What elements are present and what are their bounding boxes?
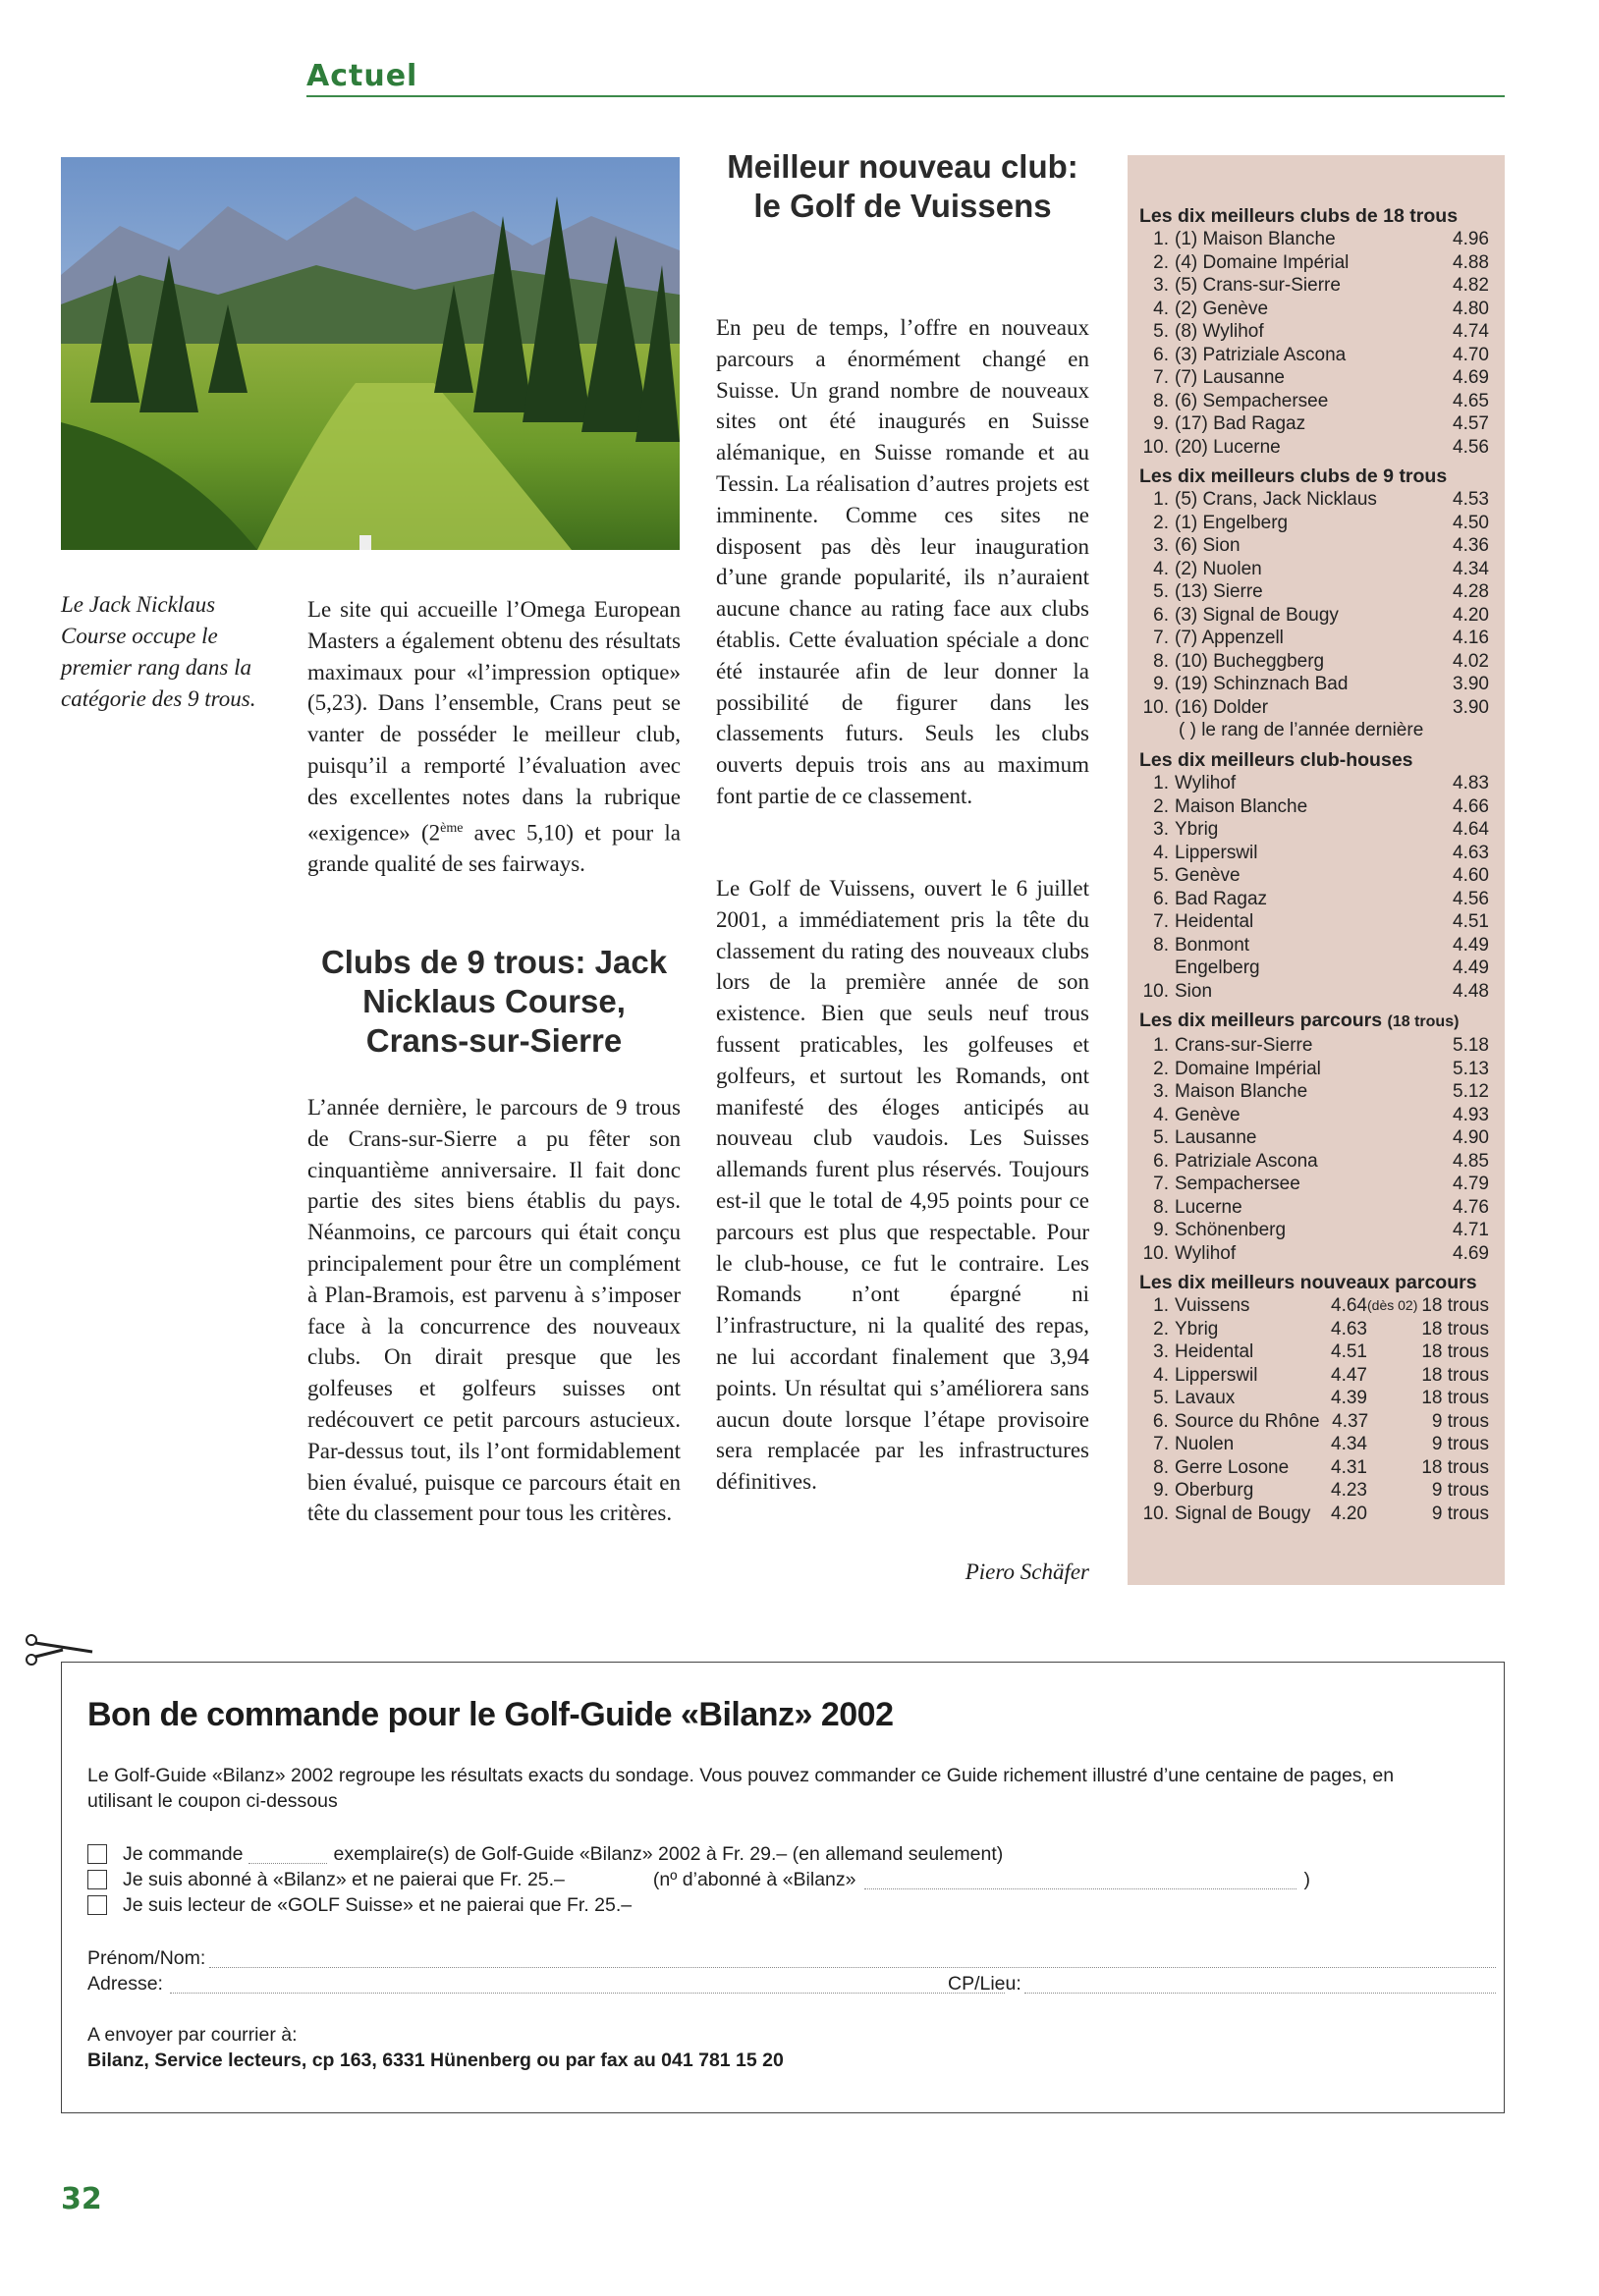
ranking-cell-t: Vuissens bbox=[1175, 1295, 1250, 1316]
ranking-cell-n: 4. bbox=[1153, 298, 1169, 319]
ranking-cell-t: (3) Patriziale Ascona bbox=[1175, 344, 1347, 365]
order-description: Le Golf-Guide «Bilanz» 2002 regroupe les résultats exacts du sondage. Vous pouvez commander ce Guide richement illustré d’une centaine de pages, en utilisant le coupon ci-dessous bbox=[87, 1765, 1395, 1812]
ranking-cell-t: (4) Domaine Impérial bbox=[1175, 251, 1350, 273]
ranking-cell-n: 2. bbox=[1153, 251, 1169, 273]
rankings-box bbox=[1128, 155, 1505, 1585]
ranking-row bbox=[1139, 1242, 1489, 1266]
ranking-cell-t: Source du Rhône bbox=[1174, 1410, 1320, 1432]
ranking-row bbox=[1139, 251, 1489, 275]
photo-caption: Le Jack Nicklaus Course occupe le premier rang dans la catégorie des 9 trous. bbox=[61, 592, 256, 711]
ranking-cell-t: Engelberg bbox=[1175, 957, 1260, 978]
ranking-cell-t: (2) Genève bbox=[1175, 298, 1269, 319]
ranking-cell-n: 7. bbox=[1153, 367, 1169, 388]
ranking-row bbox=[1139, 772, 1489, 795]
ranking-note: ( ) le rang de l’année dernière bbox=[1179, 720, 1424, 740]
ranking-row bbox=[1139, 1410, 1489, 1434]
paragraph: L’année dernière, le parcours de 9 trous de Crans-sur-Sierre a pu fêter son cinquantième anniversaire. Il fait donc partie des sites biens établis du pays. Néanmoins, ce parcours qui était conçu principalement pour être un complément à Plan-Bramois, est parvenu à s’imposer face à la concurrence des nouveaux clubs. On dirait presque que les golfeuses et golfeurs suisses ont redécouvert ce petit parcours astucieux. Par-dessus tout, ils l’ont formidablement bien évalué, puisque ce parcours était en tête du classement pour tous les critères. bbox=[307, 1095, 681, 1526]
ranking-row bbox=[1139, 1503, 1489, 1526]
header-rule bbox=[306, 95, 1505, 97]
ranking-row bbox=[1139, 627, 1489, 650]
superscript: ème bbox=[440, 820, 464, 836]
ranking-row bbox=[1139, 390, 1489, 413]
ranking-row bbox=[1139, 1364, 1489, 1388]
ranking-cell-t: (20) Lucerne bbox=[1175, 436, 1281, 458]
ranking-cell-n: 4. bbox=[1153, 558, 1169, 579]
ranking-cell-v: 4.63 bbox=[1331, 1318, 1367, 1339]
ranking-cell-tr: 18 trous bbox=[1421, 1295, 1489, 1316]
ranking-row bbox=[1139, 818, 1489, 842]
ranking-cell-n: 6. bbox=[1152, 1410, 1169, 1432]
ranking-cell-t: (7) Lausanne bbox=[1175, 367, 1285, 388]
ranking-cell-t: (7) Appenzell bbox=[1175, 628, 1284, 648]
ranking-cell-v: 4.48 bbox=[1453, 980, 1489, 1002]
ranking-row bbox=[1139, 934, 1489, 957]
ranking-title: Les dix meilleurs clubs de 18 trous bbox=[1139, 205, 1459, 227]
ranking-cell-v: 4.96 bbox=[1453, 229, 1489, 249]
ranking-row bbox=[1139, 320, 1489, 344]
ranking-cell-n: 5. bbox=[1153, 1127, 1169, 1148]
ranking-cell-t: Lipperswil bbox=[1175, 842, 1258, 863]
address-label: Adresse: bbox=[87, 1973, 163, 1995]
ranking-cell-n: 4. bbox=[1153, 842, 1169, 863]
ranking-cell-d bbox=[1367, 1433, 1418, 1456]
ranking-cell-n: 1. bbox=[1153, 1295, 1169, 1316]
ranking-cell-n: 9. bbox=[1153, 1220, 1169, 1240]
send-label: A envoyer par courrier à: bbox=[87, 2024, 298, 2046]
ranking-cell-v: 4.20 bbox=[1453, 604, 1489, 626]
ranking-cell-v: 4.79 bbox=[1453, 1174, 1489, 1194]
ranking-cell-d: (dès 02) bbox=[1367, 1297, 1418, 1313]
paragraph: Le Golf de Vuissens, ouvert le 6 juillet 2001, a immédiatement pris la tête du classement du rating des nouveaux clubs lors de la première année de son existence. Bien que seuls neuf trous fussent praticables, les golfeuses et golfeurs, et surtout les Romands, ont manifesté des éloges anticipés au nouveau club vaudois. Les Suisses allemands furent plus réservés. Toujours est-il que le total de 4,95 points pour ce parcours est plus que respectable. Pour le club-house, ce fut le contraire. Les Romands n’ont épargné ni l’infrastructure, ni la qualité des repas, ne lui accordant finalement que 3,94 points. Un résultat qui s’améliorera sans aucun doute lorsque l’étape provisoire sera remplacée par les infrastructures définitives. bbox=[716, 876, 1089, 1495]
ranking-title bbox=[1139, 1009, 1489, 1034]
ranking-cell-v: 4.88 bbox=[1453, 251, 1489, 273]
ranking-cell-n: 9. bbox=[1153, 674, 1169, 694]
address-field[interactable] bbox=[170, 1975, 1005, 1994]
ranking-title: Les dix meilleurs club-houses bbox=[1139, 749, 1413, 771]
ranking-cell-n: 3. bbox=[1153, 535, 1169, 556]
ranking-cell-t: Ybrig bbox=[1175, 1318, 1219, 1339]
ranking-cell-n: 2. bbox=[1153, 795, 1169, 817]
ranking-cell-t: (8) Wylihof bbox=[1175, 321, 1264, 342]
order-option-2 bbox=[87, 1867, 1364, 1892]
ranking-cell-v: 4.69 bbox=[1453, 1242, 1489, 1264]
golf-course-photo bbox=[61, 157, 680, 550]
ranking-cell-d bbox=[1367, 1364, 1418, 1388]
ranking-cell-t: Bonmont bbox=[1175, 934, 1250, 956]
ranking-title: Les dix meilleurs nouveaux parcours bbox=[1139, 1272, 1477, 1293]
quantity-field[interactable] bbox=[248, 1845, 327, 1864]
ranking-cell-tr: 9 trous bbox=[1431, 1480, 1489, 1501]
ranking-cell-n: 5. bbox=[1153, 865, 1169, 886]
ranking-cell-tr: 18 trous bbox=[1421, 1341, 1489, 1362]
ranking-cell-d bbox=[1367, 1340, 1418, 1364]
ranking-cell-t: Wylihof bbox=[1175, 1242, 1237, 1264]
ranking-row bbox=[1139, 298, 1489, 321]
subheading-best-new-club: Meilleur nouveau club: le Golf de Vuissens bbox=[727, 148, 1078, 224]
ranking-group-courses bbox=[1139, 1009, 1489, 1265]
ranking-row bbox=[1139, 957, 1489, 980]
paragraph-text: Le site qui accueille l’Omega European Masters a également obtenu des résultats maximaux pour «l’impression optique» (5,23). Dans l’ensemble, Crans peut se vanter de posséder le meilleur club, puisqu’il a remporté l’évaluation avec des excellentes notes dans la rubrique «exigence» (2 bbox=[307, 597, 681, 846]
ranking-cell-n: 10. bbox=[1142, 696, 1169, 718]
ranking-cell-t: Genève bbox=[1175, 1104, 1241, 1125]
ranking-cell-v: 4.83 bbox=[1453, 773, 1489, 793]
ranking-row bbox=[1139, 1034, 1489, 1058]
ranking-cell-v: 4.56 bbox=[1453, 436, 1489, 458]
ranking-cell-v: 4.63 bbox=[1453, 842, 1489, 863]
ranking-cell-n: 6. bbox=[1153, 888, 1169, 909]
ranking-cell-t: Domaine Impérial bbox=[1175, 1058, 1321, 1079]
ranking-cell-n: 8. bbox=[1153, 1456, 1169, 1478]
subheading-9-holes: Clubs de 9 trous: Jack Nicklaus Course, Crans-sur-Sierre bbox=[320, 944, 668, 1059]
ranking-cell-v: 4.02 bbox=[1453, 650, 1489, 672]
ranking-cell-v: 4.64 bbox=[1453, 819, 1489, 840]
ranking-cell-v: 4.50 bbox=[1453, 512, 1489, 533]
ranking-cell-v: 4.23 bbox=[1331, 1480, 1367, 1501]
ranking-cell-n: 10. bbox=[1142, 1242, 1169, 1264]
ranking-row bbox=[1139, 1196, 1489, 1220]
ranking-cell-v: 4.49 bbox=[1453, 957, 1489, 978]
ranking-title-small: (18 trous) bbox=[1387, 1013, 1460, 1030]
ranking-row bbox=[1139, 228, 1489, 251]
ranking-cell-n: 5. bbox=[1153, 581, 1169, 602]
ranking-row bbox=[1139, 1456, 1489, 1480]
ranking-cell-n: 3. bbox=[1153, 819, 1169, 840]
ranking-cell-v: 5.12 bbox=[1453, 1081, 1489, 1102]
ranking-row bbox=[1139, 673, 1489, 696]
ranking-cell-n: 8. bbox=[1153, 934, 1169, 956]
ranking-cell-n: 4. bbox=[1153, 1104, 1169, 1125]
article-col2-body bbox=[716, 873, 1089, 1498]
ranking-row bbox=[1139, 580, 1489, 604]
ranking-cell-v: 4.65 bbox=[1453, 390, 1489, 411]
ranking-cell-t: Ybrig bbox=[1175, 819, 1219, 840]
paragraph-text-end: avec 5,10) et pour la grande qualité de ses fairways. bbox=[307, 820, 681, 877]
ranking-row bbox=[1139, 1219, 1489, 1242]
ranking-row bbox=[1139, 436, 1489, 460]
ranking-row bbox=[1139, 696, 1489, 720]
ranking-row bbox=[1139, 1126, 1489, 1150]
paragraph: En peu de temps, l’offre en nouveaux parcours a énormément changé en Suisse. Un grand nombre de nouveaux sites ont été inaugurés en Suisse alémanique, en Suisse romande et au Tessin. La réalisation d’autres projets est imminente. Comme ces sites ne disposent pas dès leur inauguration d’une grande popularité, ils n’auraient aucune chance au rating face aux clubs établis. Cette évaluation spéciale a donc été instaurée afin de leur donner la possibilité de figurer dans les classements futurs. Seuls les clubs ouverts depuis trois ans au maximum font partie de ce classement. bbox=[716, 315, 1089, 808]
ranking-cell-v: 4.56 bbox=[1453, 888, 1489, 909]
order-form bbox=[61, 1662, 1505, 2113]
order-checkbox[interactable] bbox=[87, 1870, 107, 1889]
ranking-cell-v: 4.51 bbox=[1331, 1341, 1367, 1362]
ranking-cell-v: 4.31 bbox=[1331, 1456, 1367, 1478]
ranking-cell-n: 8. bbox=[1153, 390, 1169, 411]
ranking-cell-n: 9. bbox=[1153, 1480, 1169, 1501]
ranking-cell-v: 4.53 bbox=[1453, 489, 1489, 510]
ranking-cell-t: (1) Engelberg bbox=[1175, 512, 1289, 533]
order-option-text: ) bbox=[1303, 1869, 1310, 1890]
ranking-cell-n: 3. bbox=[1153, 275, 1169, 296]
ranking-cell-tr: 9 trous bbox=[1431, 1503, 1489, 1524]
ranking-cell-v: 4.34 bbox=[1331, 1434, 1367, 1454]
ranking-row bbox=[1139, 795, 1489, 819]
ranking-cell-v: 4.28 bbox=[1453, 581, 1489, 602]
name-field[interactable] bbox=[209, 1949, 1496, 1968]
ranking-cell-d bbox=[1368, 1410, 1419, 1434]
ranking-cell-t: Lipperswil bbox=[1175, 1364, 1258, 1386]
ranking-group-9-holes bbox=[1139, 465, 1489, 742]
ranking-cell-n: 6. bbox=[1153, 344, 1169, 365]
ranking-row bbox=[1139, 842, 1489, 865]
ranking-cell-t: (19) Schinznach Bad bbox=[1175, 674, 1349, 694]
photo-illustration bbox=[61, 157, 680, 550]
ranking-row bbox=[1139, 534, 1489, 558]
ranking-cell-n: 7. bbox=[1153, 1174, 1169, 1194]
ranking-cell-t: (2) Nuolen bbox=[1175, 558, 1262, 579]
article-col2-intro bbox=[716, 312, 1089, 812]
ranking-cell-t: Wylihof bbox=[1175, 773, 1237, 793]
ranking-row bbox=[1139, 1387, 1489, 1410]
ranking-row bbox=[1139, 512, 1489, 535]
ranking-cell-v: 4.57 bbox=[1453, 413, 1489, 434]
order-checkbox[interactable] bbox=[87, 1844, 107, 1864]
ranking-cell-t: (6) Sion bbox=[1175, 535, 1241, 556]
ranking-cell-t: Maison Blanche bbox=[1175, 1081, 1308, 1102]
ranking-cell-n: 10. bbox=[1142, 1503, 1169, 1524]
ranking-title: Les dix meilleurs clubs de 9 trous bbox=[1139, 465, 1448, 487]
ranking-cell-n: 10. bbox=[1142, 436, 1169, 458]
order-option-3 bbox=[87, 1892, 1070, 1918]
ranking-cell-n: 4. bbox=[1153, 1364, 1169, 1386]
ranking-cell-t: (5) Crans-sur-Sierre bbox=[1175, 275, 1341, 296]
ranking-cell-v: 4.70 bbox=[1453, 344, 1489, 365]
ranking-row bbox=[1139, 366, 1489, 390]
order-option-text: Je suis abonné à «Bilanz» et ne paierai que Fr. 25.– bbox=[123, 1869, 565, 1890]
subscriber-number-field[interactable] bbox=[864, 1871, 1296, 1889]
ranking-cell-t: Heidental bbox=[1175, 1341, 1254, 1362]
ranking-row bbox=[1139, 864, 1489, 888]
order-checkbox[interactable] bbox=[87, 1895, 107, 1915]
ranking-row bbox=[1139, 274, 1489, 298]
page-number: 32 bbox=[61, 2182, 102, 2216]
ranking-row bbox=[1139, 980, 1489, 1004]
ranking-cell-n: 2. bbox=[1153, 1318, 1169, 1339]
ranking-cell-v: 4.90 bbox=[1453, 1127, 1489, 1148]
ranking-cell-v: 4.39 bbox=[1331, 1388, 1367, 1408]
ranking-cell-v: 4.76 bbox=[1453, 1196, 1489, 1218]
send-address: Bilanz, Service lecteurs, cp 163, 6331 Hünenberg ou par fax au 041 781 15 20 bbox=[87, 2050, 784, 2071]
order-option-1 bbox=[87, 1841, 1462, 1867]
ranking-cell-t: Genève bbox=[1175, 865, 1241, 886]
ranking-cell-n: 6. bbox=[1153, 604, 1169, 626]
ranking-cell-n: 5. bbox=[1153, 321, 1169, 342]
ranking-cell-v: 5.18 bbox=[1453, 1035, 1489, 1056]
ranking-cell-t: Patriziale Ascona bbox=[1175, 1150, 1318, 1172]
ranking-cell-t: (16) Dolder bbox=[1175, 696, 1269, 718]
ranking-row bbox=[1139, 1479, 1489, 1503]
city-field[interactable] bbox=[1024, 1975, 1496, 1994]
ranking-cell-t: (13) Sierre bbox=[1175, 581, 1263, 602]
ranking-row bbox=[1139, 488, 1489, 512]
ranking-group-new-courses bbox=[1139, 1271, 1489, 1525]
ranking-cell-v: 4.37 bbox=[1332, 1410, 1369, 1432]
ranking-cell-v: 4.93 bbox=[1453, 1104, 1489, 1125]
ranking-row bbox=[1139, 604, 1489, 628]
ranking-cell-tr: 9 trous bbox=[1431, 1410, 1489, 1432]
order-option-text: Je suis lecteur de «GOLF Suisse» et ne paierai que Fr. 25.– bbox=[123, 1894, 633, 1916]
ranking-cell-n: 1. bbox=[1153, 489, 1169, 510]
ranking-cell-t: Oberburg bbox=[1175, 1480, 1254, 1501]
ranking-cell-n: 1. bbox=[1153, 229, 1169, 249]
ranking-cell-v: 3.90 bbox=[1453, 696, 1489, 718]
ranking-row bbox=[1139, 1318, 1489, 1341]
ranking-cell-n: 8. bbox=[1153, 1196, 1169, 1218]
ranking-cell-n: 3. bbox=[1153, 1341, 1169, 1362]
ranking-cell-t: Schönenberg bbox=[1175, 1220, 1287, 1240]
ranking-cell-v: 4.34 bbox=[1453, 558, 1489, 579]
ranking-cell-n: 7. bbox=[1153, 628, 1169, 648]
city-label: CP/Lieu: bbox=[948, 1973, 1021, 1995]
order-option-text: (nº d’abonné à «Bilanz» bbox=[652, 1869, 856, 1890]
ranking-cell-t: (10) Bucheggberg bbox=[1175, 650, 1325, 672]
ranking-row bbox=[1139, 1150, 1489, 1174]
ranking-cell-t: Lausanne bbox=[1175, 1127, 1257, 1148]
ranking-cell-v: 4.36 bbox=[1453, 535, 1489, 556]
ranking-row bbox=[1139, 1058, 1489, 1081]
ranking-cell-n bbox=[1139, 957, 1175, 980]
ranking-cell-v: 4.49 bbox=[1453, 934, 1489, 956]
ranking-cell-t: Nuolen bbox=[1175, 1434, 1235, 1454]
ranking-cell-v: 4.66 bbox=[1453, 795, 1489, 817]
ranking-cell-t: Bad Ragaz bbox=[1175, 888, 1268, 909]
ranking-row bbox=[1139, 1104, 1489, 1127]
ranking-cell-n: 2. bbox=[1153, 512, 1169, 533]
ranking-cell-t: (5) Crans, Jack Nicklaus bbox=[1175, 489, 1377, 510]
ranking-cell-t: Gerre Losone bbox=[1175, 1456, 1290, 1478]
ranking-cell-t: Signal de Bougy bbox=[1175, 1503, 1311, 1524]
ranking-cell-tr: 18 trous bbox=[1421, 1364, 1489, 1386]
ranking-cell-n: 1. bbox=[1153, 1035, 1169, 1056]
ranking-title-main: Les dix meilleurs parcours bbox=[1139, 1010, 1383, 1031]
ranking-cell-t: (1) Maison Blanche bbox=[1175, 229, 1336, 249]
ranking-cell-n: 1. bbox=[1153, 773, 1169, 793]
ranking-cell-v: 5.13 bbox=[1453, 1058, 1489, 1079]
ranking-cell-n: 9. bbox=[1153, 413, 1169, 434]
ranking-cell-v: 4.85 bbox=[1453, 1150, 1489, 1172]
ranking-cell-t: Sempachersee bbox=[1175, 1174, 1300, 1194]
ranking-row bbox=[1139, 910, 1489, 934]
order-option-text: Je commande bbox=[123, 1843, 244, 1865]
ranking-cell-t: Crans-sur-Sierre bbox=[1175, 1035, 1313, 1056]
ranking-cell-t: (6) Sempachersee bbox=[1175, 390, 1329, 411]
order-option-text: exemplaire(s) de Golf-Guide «Bilanz» 2002 à Fr. 29.– (en allemand seulement) bbox=[333, 1843, 1004, 1865]
ranking-group-18-holes bbox=[1139, 204, 1489, 459]
article-col1-intro bbox=[307, 594, 681, 880]
ranking-cell-tr: 9 trous bbox=[1431, 1434, 1489, 1454]
ranking-cell-v: 4.20 bbox=[1331, 1503, 1367, 1524]
ranking-cell-v: 4.16 bbox=[1453, 628, 1489, 648]
ranking-cell-tr: 18 trous bbox=[1421, 1456, 1489, 1478]
ranking-cell-t: Sion bbox=[1175, 980, 1213, 1002]
ranking-cell-t: Lucerne bbox=[1175, 1196, 1242, 1218]
ranking-cell-t: Heidental bbox=[1175, 911, 1254, 932]
ranking-cell-t: Maison Blanche bbox=[1175, 795, 1308, 817]
ranking-row bbox=[1139, 888, 1489, 911]
ranking-cell-d bbox=[1367, 1503, 1418, 1526]
ranking-row bbox=[1139, 1173, 1489, 1196]
ranking-cell-n: 7. bbox=[1153, 911, 1169, 932]
ranking-cell-d bbox=[1367, 1387, 1418, 1410]
ranking-cell-n: 7. bbox=[1153, 1434, 1169, 1454]
ranking-cell-v: 4.51 bbox=[1453, 911, 1489, 932]
ranking-cell-n: 2. bbox=[1153, 1058, 1169, 1079]
ranking-cell-v: 4.71 bbox=[1453, 1220, 1489, 1240]
ranking-cell-t: (17) Bad Ragaz bbox=[1175, 413, 1306, 434]
ranking-group-club-houses bbox=[1139, 748, 1489, 1003]
ranking-row bbox=[1139, 1080, 1489, 1104]
ranking-row bbox=[1139, 1294, 1489, 1318]
ranking-cell-v: 4.69 bbox=[1453, 367, 1489, 388]
ranking-cell-v: 4.82 bbox=[1453, 275, 1489, 296]
ranking-row bbox=[1139, 1340, 1489, 1364]
ranking-cell-d bbox=[1367, 1318, 1418, 1341]
ranking-cell-d bbox=[1367, 1479, 1418, 1503]
author: Piero Schäfer bbox=[965, 1559, 1089, 1584]
ranking-cell-n: 6. bbox=[1153, 1150, 1169, 1172]
ranking-cell-v: 4.60 bbox=[1453, 865, 1489, 886]
ranking-cell-n: 5. bbox=[1153, 1388, 1169, 1408]
paragraph bbox=[307, 594, 681, 880]
ranking-row bbox=[1139, 344, 1489, 367]
ranking-cell-v: 4.74 bbox=[1453, 321, 1489, 342]
ranking-cell-n: 8. bbox=[1153, 650, 1169, 672]
ranking-cell-v: 4.64 bbox=[1331, 1295, 1367, 1316]
order-title: Bon de commande pour le Golf-Guide «Bilanz» 2002 bbox=[87, 1696, 894, 1733]
ranking-cell-v: 4.80 bbox=[1453, 298, 1489, 319]
ranking-cell-tr: 18 trous bbox=[1421, 1318, 1489, 1339]
ranking-cell-n: 3. bbox=[1153, 1081, 1169, 1102]
ranking-row bbox=[1139, 412, 1489, 436]
article-col1-body bbox=[307, 1092, 681, 1529]
name-label: Prénom/Nom: bbox=[87, 1947, 206, 1969]
ranking-cell-n: 10. bbox=[1142, 980, 1169, 1002]
ranking-row bbox=[1139, 1433, 1489, 1456]
ranking-cell-tr: 18 trous bbox=[1421, 1388, 1489, 1408]
ranking-cell-v: 4.47 bbox=[1331, 1364, 1367, 1386]
section-title: Actuel bbox=[306, 59, 418, 93]
ranking-row bbox=[1139, 650, 1489, 674]
ranking-cell-t: Lavaux bbox=[1175, 1388, 1236, 1408]
ranking-cell-t: (3) Signal de Bougy bbox=[1175, 604, 1339, 626]
ranking-cell-v: 3.90 bbox=[1453, 674, 1489, 694]
ranking-row bbox=[1139, 558, 1489, 581]
ranking-cell-d bbox=[1367, 1456, 1418, 1480]
